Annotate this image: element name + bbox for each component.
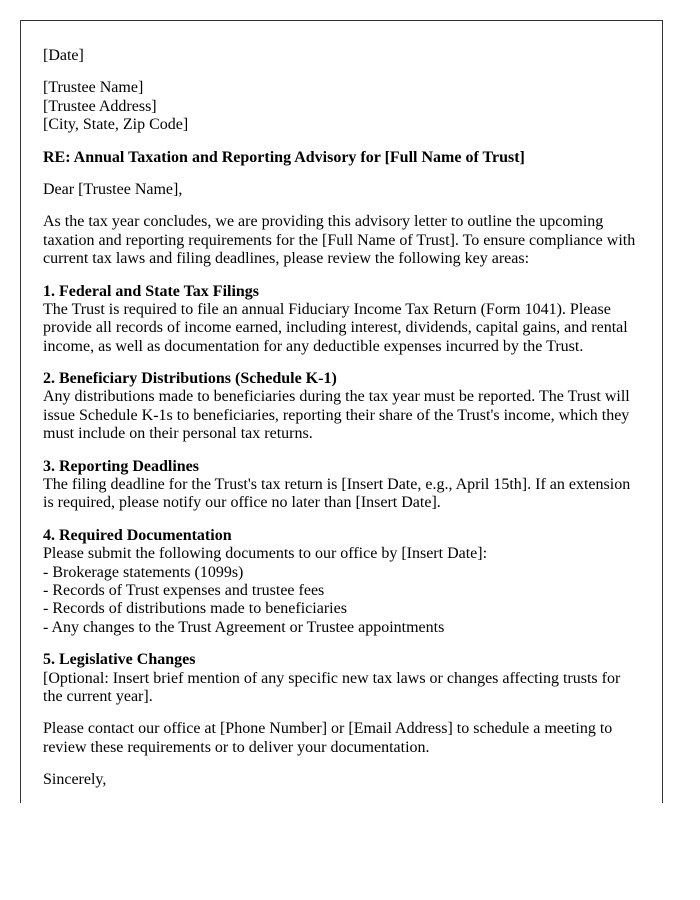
section-legislative-changes (43, 651, 641, 706)
section-4-heading: 4. Required Documentation (43, 526, 232, 544)
section-2-body: Any distributions made to beneficiaries during the tax year must be reported. The Trust will issue Schedule K-1s to beneficiaries, reporting their share of the Trust's income, which they must include on their personal tax returns. (43, 388, 630, 443)
recipient-city-state-zip-line: [City, State, Zip Code] (43, 116, 189, 134)
recipient-address-block (43, 79, 641, 134)
recipient-address-line: [Trustee Address] (43, 97, 157, 115)
salutation: Dear [Trustee Name], (43, 180, 183, 198)
contact-paragraph: Please contact our office at [Phone Number] or [Email Address] to schedule a meeting to review these requirements or to deliver your documentation. (43, 720, 613, 756)
section-federal-state-tax-filings (43, 283, 641, 357)
section-4-body: Please submit the following documents to our office by [Insert Date]: (43, 545, 488, 563)
section-2-heading: 2. Beneficiary Distributions (Schedule K-1) (43, 370, 337, 388)
subject-line: RE: Annual Taxation and Reporting Advisory for [Full Name of Trust] (43, 148, 525, 166)
document-list-item-brokerage: - Brokerage statements (1099s) (43, 563, 244, 581)
document-list-item-distributions: - Records of distributions made to beneficiaries (43, 600, 347, 618)
document-list-item-expenses: - Records of Trust expenses and trustee fees (43, 581, 325, 599)
date-placeholder: [Date] (43, 47, 84, 64)
section-5-heading: 5. Legislative Changes (43, 651, 196, 669)
section-3-heading: 3. Reporting Deadlines (43, 457, 199, 475)
section-beneficiary-distributions (43, 370, 641, 444)
document-list-item-trust-agreement: - Any changes to the Trust Agreement or Trustee appointments (43, 618, 445, 636)
closing-line: Sincerely, (43, 771, 107, 789)
section-required-documentation (43, 527, 641, 637)
letter-container (20, 20, 663, 803)
section-reporting-deadlines (43, 458, 641, 513)
section-1-body: The Trust is required to file an annual Fiduciary Income Tax Return (Form 1041). Please provide all records of income earned, including interest, dividends, capital gains, and rental income, as well as documentation for any deductible expenses incurred by the Trust. (43, 300, 628, 355)
section-3-body: The filing deadline for the Trust's tax return is [Insert Date, e.g., April 15th]. If an extension is required, please notify our office no later than [Insert Date]. (43, 476, 631, 512)
intro-paragraph: As the tax year concludes, we are providing this advisory letter to outline the upcoming taxation and reporting requirements for the [Full Name of Trust]. To ensure compliance with current tax laws and filing deadlines, please review the following key areas: (43, 213, 636, 268)
section-1-heading: 1. Federal and State Tax Filings (43, 282, 260, 300)
section-5-body: [Optional: Insert brief mention of any specific new tax laws or changes affecting trusts for the current year]. (43, 669, 621, 705)
recipient-name-line: [Trustee Name] (43, 79, 144, 97)
